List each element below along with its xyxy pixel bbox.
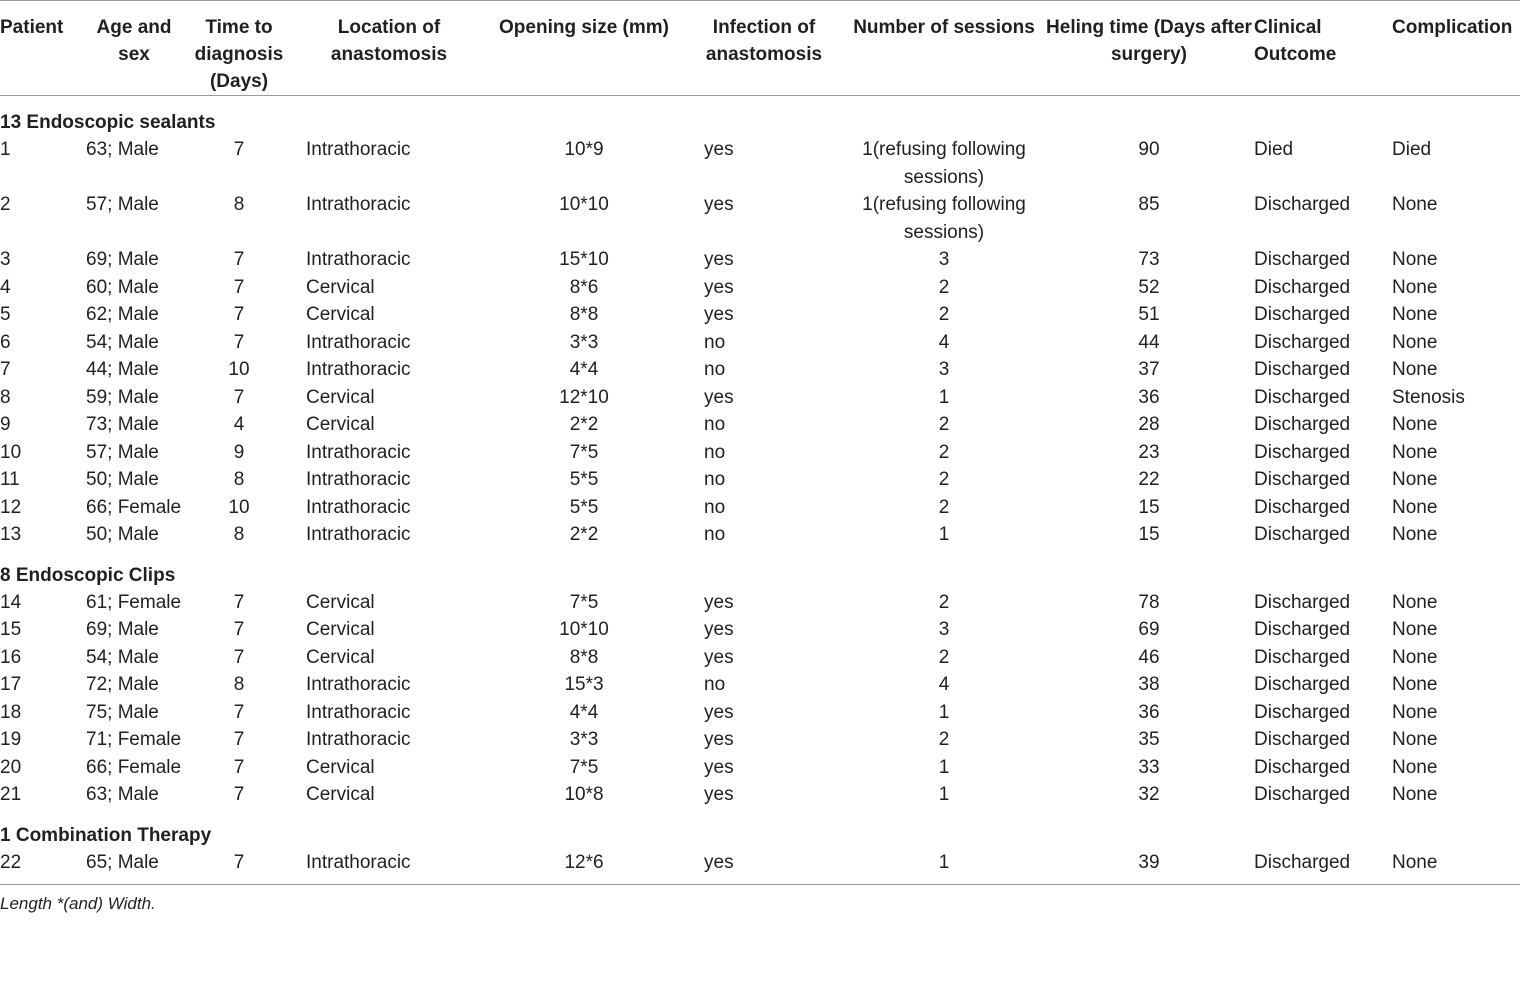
cell-clinical-outcome: Discharged (1254, 524, 1351, 545)
cell-opening-size: 7*5 (569, 591, 599, 613)
cell-clinical-outcome: Discharged (1254, 701, 1351, 723)
cell-opening-size: 3*3 (569, 729, 599, 750)
cell-time-to-diagnosis: 9 (233, 441, 245, 463)
cell-complication: None (1392, 194, 1438, 215)
cell-age-sex: 50; Male (86, 524, 159, 545)
cell-location: Intrathoracic (306, 249, 411, 270)
cell-patient: 16 (0, 646, 22, 668)
cell-complication: None (1392, 591, 1438, 613)
table-row (0, 781, 1520, 809)
cell-sessions: 2 (938, 646, 950, 668)
table-row (0, 671, 1520, 699)
cell-time-to-diagnosis: 10 (228, 496, 250, 518)
cell-age-sex: 61; Female (86, 591, 182, 613)
cell-healing-time: 39 (1138, 851, 1160, 873)
cell-clinical-outcome: Discharged (1254, 441, 1351, 463)
table-row (0, 699, 1520, 727)
cell-opening-size: 7*5 (569, 441, 599, 463)
cell-clinical-outcome: Discharged (1254, 756, 1351, 778)
cell-sessions: 2 (938, 729, 950, 750)
cell-clinical-outcome: Discharged (1254, 304, 1351, 325)
cell-time-to-diagnosis: 8 (233, 524, 245, 545)
col-header-complication: Complication (1392, 17, 1513, 38)
cell-complication: None (1392, 441, 1438, 463)
table-row (0, 356, 1520, 384)
header-row (0, 1, 1520, 96)
table-row (0, 136, 1520, 191)
cell-complication: None (1392, 729, 1438, 750)
section-title: 13 Endoscopic sealants (0, 112, 216, 133)
cell-sessions: 3 (938, 359, 950, 380)
cell-location: Cervical (306, 784, 375, 805)
cell-sessions: 2 (938, 591, 950, 613)
cell-patient: 6 (0, 331, 11, 353)
cell-sessions: 2 (938, 276, 950, 298)
cell-opening-size: 15*10 (559, 249, 609, 270)
cell-age-sex: 69; Male (86, 249, 159, 270)
table-row (0, 274, 1520, 302)
cell-time-to-diagnosis: 7 (233, 784, 245, 805)
cell-sessions: 1 (938, 784, 950, 805)
cell-patient: 7 (0, 359, 11, 380)
cell-healing-time: 35 (1138, 729, 1160, 750)
section-title: 1 Combination Therapy (0, 824, 212, 846)
cell-complication: None (1392, 359, 1438, 380)
cell-infection: yes (704, 619, 734, 640)
cell-infection: no (704, 674, 726, 695)
cell-location: Intrathoracic (306, 701, 411, 723)
cell-infection: yes (704, 194, 734, 215)
cell-healing-time: 73 (1138, 249, 1160, 270)
cell-opening-size: 4*4 (569, 701, 599, 723)
cell-age-sex: 66; Female (86, 756, 182, 778)
cell-patient: 15 (0, 619, 22, 640)
cell-location: Intrathoracic (306, 524, 411, 545)
col-header-sessions: Number of sessions (853, 17, 1035, 38)
cell-sessions: 1 (938, 756, 950, 778)
cell-time-to-diagnosis: 7 (233, 304, 245, 325)
cell-location: Intrathoracic (306, 441, 411, 463)
cell-time-to-diagnosis: 7 (233, 646, 245, 668)
cell-sessions: 1(refusing following sessions) (862, 139, 1026, 188)
table-row (0, 246, 1520, 274)
cell-healing-time: 36 (1138, 386, 1160, 408)
cell-patient: 14 (0, 591, 22, 613)
cell-complication: None (1392, 469, 1438, 490)
col-header-location: Location of anastomosis (330, 17, 448, 65)
cell-complication: None (1392, 524, 1438, 545)
cell-sessions: 2 (938, 441, 950, 463)
cell-time-to-diagnosis: 7 (233, 249, 245, 270)
cell-clinical-outcome: Discharged (1254, 674, 1351, 695)
cell-clinical-outcome: Discharged (1254, 591, 1351, 613)
cell-healing-time: 33 (1138, 756, 1160, 778)
cell-complication: None (1392, 276, 1438, 298)
cell-healing-time: 90 (1138, 139, 1160, 160)
cell-healing-time: 36 (1138, 701, 1160, 723)
col-header-infection: Infection of anastomosis (705, 17, 823, 65)
cell-healing-time: 15 (1138, 524, 1160, 545)
cell-age-sex: 65; Male (86, 851, 159, 873)
cell-location: Intrathoracic (306, 194, 411, 215)
cell-location: Cervical (306, 414, 375, 435)
cell-clinical-outcome: Discharged (1254, 784, 1351, 805)
cell-opening-size: 4*4 (569, 359, 599, 380)
cell-sessions: 2 (938, 414, 950, 435)
cell-age-sex: 57; Male (86, 194, 159, 215)
cell-location: Intrathoracic (306, 729, 411, 750)
cell-infection: yes (704, 591, 734, 613)
cell-infection: no (704, 469, 726, 490)
cell-patient: 20 (0, 756, 22, 778)
cell-age-sex: 54; Male (86, 331, 159, 353)
cell-sessions: 3 (938, 249, 950, 270)
cell-patient: 9 (0, 414, 11, 435)
col-header-clinical-outcome: Clinical Outcome (1254, 17, 1337, 65)
cell-infection: no (704, 414, 726, 435)
cell-location: Intrathoracic (306, 674, 411, 695)
col-header-time-to-diagnosis: Time to diagnosis (Days) (194, 17, 284, 92)
table-row (0, 521, 1520, 549)
cell-time-to-diagnosis: 7 (233, 386, 245, 408)
table-row (0, 726, 1520, 754)
cell-healing-time: 32 (1138, 784, 1160, 805)
cell-opening-size: 10*8 (564, 784, 604, 805)
cell-opening-size: 8*6 (569, 276, 599, 298)
cell-opening-size: 8*8 (569, 304, 599, 325)
section-header-row (0, 809, 1520, 849)
cell-complication: Stenosis (1392, 386, 1465, 408)
cell-age-sex: 71; Female (86, 729, 182, 750)
cell-sessions: 4 (938, 331, 950, 353)
cell-patient: 13 (0, 524, 22, 545)
cell-infection: no (704, 441, 726, 463)
cell-complication: None (1392, 756, 1438, 778)
cell-complication: None (1392, 701, 1438, 723)
cell-location: Cervical (306, 619, 375, 640)
cell-infection: yes (704, 756, 734, 778)
cell-infection: yes (704, 851, 734, 873)
table-row (0, 616, 1520, 644)
cell-age-sex: 44; Male (86, 359, 159, 380)
cell-clinical-outcome: Discharged (1254, 276, 1351, 298)
cell-age-sex: 62; Male (86, 304, 159, 325)
table-row (0, 439, 1520, 467)
cell-patient: 18 (0, 701, 22, 723)
cell-time-to-diagnosis: 7 (233, 701, 245, 723)
cell-patient: 11 (0, 469, 20, 490)
cell-location: Intrathoracic (306, 496, 411, 518)
table-row (0, 589, 1520, 617)
cell-time-to-diagnosis: 7 (233, 591, 245, 613)
cell-age-sex: 57; Male (86, 441, 159, 463)
table-row (0, 644, 1520, 672)
cell-healing-time: 37 (1138, 359, 1160, 380)
cell-patient: 2 (0, 194, 11, 215)
cell-infection: no (704, 496, 726, 518)
cell-opening-size: 2*2 (569, 524, 599, 545)
cell-clinical-outcome: Discharged (1254, 851, 1351, 873)
cell-location: Intrathoracic (306, 851, 411, 873)
cell-patient: 21 (0, 784, 22, 805)
table-row (0, 849, 1520, 885)
cell-time-to-diagnosis: 7 (233, 851, 245, 873)
cell-time-to-diagnosis: 7 (233, 756, 245, 778)
cell-complication: None (1392, 646, 1438, 668)
col-header-patient: Patient (0, 17, 64, 38)
cell-infection: yes (704, 729, 734, 750)
section-header-row (0, 96, 1520, 137)
col-header-age-sex: Age and sex (96, 17, 172, 65)
cell-time-to-diagnosis: 8 (233, 194, 245, 215)
table-row (0, 329, 1520, 357)
table-row (0, 191, 1520, 246)
cell-clinical-outcome: Discharged (1254, 646, 1351, 668)
cell-clinical-outcome: Discharged (1254, 414, 1351, 435)
cell-age-sex: 63; Male (86, 139, 159, 160)
cell-healing-time: 22 (1138, 469, 1160, 490)
cell-infection: no (704, 359, 726, 380)
cell-location: Intrathoracic (306, 469, 411, 490)
cell-infection: yes (704, 304, 734, 325)
cell-healing-time: 52 (1138, 276, 1160, 298)
cell-opening-size: 5*5 (569, 496, 599, 518)
cell-patient: 22 (0, 851, 22, 873)
cell-opening-size: 12*10 (559, 386, 609, 408)
table-row (0, 466, 1520, 494)
cell-opening-size: 7*5 (569, 756, 599, 778)
cell-sessions: 3 (938, 619, 950, 640)
cell-sessions: 2 (938, 496, 950, 518)
cell-location: Intrathoracic (306, 359, 411, 380)
table-row (0, 494, 1520, 522)
cell-age-sex: 75; Male (86, 701, 159, 723)
cell-healing-time: 44 (1138, 331, 1160, 353)
cell-sessions: 2 (938, 304, 950, 325)
cell-complication: Died (1392, 139, 1432, 160)
cell-time-to-diagnosis: 7 (233, 331, 245, 353)
section-header-row (0, 549, 1520, 589)
cell-opening-size: 12*6 (564, 851, 604, 873)
cell-time-to-diagnosis: 7 (233, 276, 245, 298)
cell-opening-size: 10*10 (559, 194, 609, 215)
cell-clinical-outcome: Discharged (1254, 729, 1351, 750)
cell-infection: yes (704, 249, 734, 270)
cell-healing-time: 46 (1138, 646, 1160, 668)
cell-clinical-outcome: Discharged (1254, 469, 1351, 490)
cell-opening-size: 3*3 (569, 331, 599, 353)
cell-time-to-diagnosis: 8 (233, 469, 245, 490)
cell-infection: yes (704, 139, 734, 160)
cell-infection: no (704, 524, 726, 545)
cell-complication: None (1392, 304, 1438, 325)
cell-age-sex: 60; Male (86, 276, 159, 298)
cell-healing-time: 28 (1138, 414, 1160, 435)
cell-location: Intrathoracic (306, 331, 411, 353)
cell-time-to-diagnosis: 7 (233, 139, 245, 160)
col-header-opening-size: Opening size (mm) (499, 17, 669, 38)
cell-sessions: 4 (938, 674, 950, 695)
table-row (0, 384, 1520, 412)
cell-patient: 19 (0, 729, 22, 750)
cell-sessions: 1 (938, 701, 950, 723)
cell-location: Cervical (306, 591, 375, 613)
cell-location: Cervical (306, 756, 375, 778)
cell-time-to-diagnosis: 7 (233, 619, 245, 640)
cell-healing-time: 15 (1138, 496, 1160, 518)
cell-complication: None (1392, 249, 1438, 270)
cell-location: Intrathoracic (306, 139, 411, 160)
cell-patient: 10 (0, 441, 22, 463)
cell-patient: 1 (0, 139, 11, 160)
cell-opening-size: 10*10 (559, 619, 609, 640)
cell-age-sex: 63; Male (86, 784, 159, 805)
cell-clinical-outcome: Discharged (1254, 194, 1351, 215)
table-row (0, 411, 1520, 439)
cell-location: Cervical (306, 386, 375, 408)
cell-age-sex: 72; Male (86, 674, 159, 695)
cell-healing-time: 69 (1138, 619, 1160, 640)
cell-location: Cervical (306, 276, 375, 298)
cell-age-sex: 66; Female (86, 496, 182, 518)
cell-clinical-outcome: Discharged (1254, 249, 1351, 270)
cell-complication: None (1392, 851, 1438, 873)
cell-complication: None (1392, 619, 1438, 640)
cell-age-sex: 73; Male (86, 414, 159, 435)
cell-healing-time: 23 (1138, 441, 1160, 463)
cell-patient: 8 (0, 386, 11, 408)
cell-clinical-outcome: Discharged (1254, 386, 1351, 408)
cell-infection: yes (704, 276, 734, 298)
cell-location: Cervical (306, 646, 375, 668)
cell-time-to-diagnosis: 8 (233, 674, 245, 695)
cell-age-sex: 59; Male (86, 386, 159, 408)
cell-healing-time: 38 (1138, 674, 1160, 695)
cell-complication: None (1392, 674, 1438, 695)
cell-opening-size: 8*8 (569, 646, 599, 668)
cell-infection: yes (704, 784, 734, 805)
cell-time-to-diagnosis: 4 (233, 414, 245, 435)
cell-healing-time: 51 (1138, 304, 1160, 325)
cell-infection: yes (704, 386, 734, 408)
table-body (0, 96, 1520, 885)
cell-infection: yes (704, 646, 734, 668)
cell-sessions: 1 (938, 524, 950, 545)
cell-patient: 5 (0, 304, 11, 325)
section-title: 8 Endoscopic Clips (0, 564, 176, 586)
cell-complication: None (1392, 414, 1438, 435)
cell-patient: 12 (0, 496, 22, 518)
cell-opening-size: 5*5 (569, 469, 599, 490)
cell-clinical-outcome: Discharged (1254, 331, 1351, 353)
cell-opening-size: 15*3 (564, 674, 604, 695)
cell-patient: 3 (0, 249, 11, 270)
cell-clinical-outcome: Discharged (1254, 619, 1351, 640)
cell-infection: yes (704, 701, 734, 723)
cell-healing-time: 78 (1138, 591, 1160, 613)
cell-complication: None (1392, 784, 1438, 805)
cell-healing-time: 85 (1138, 194, 1160, 215)
table-footnote: Length *(and) Width. (0, 894, 156, 913)
table-row (0, 301, 1520, 329)
cell-time-to-diagnosis: 10 (228, 359, 250, 380)
cell-sessions: 1 (938, 386, 950, 408)
cell-sessions: 1 (938, 851, 950, 873)
cell-opening-size: 2*2 (569, 414, 599, 435)
cell-age-sex: 50; Male (86, 469, 159, 490)
cell-sessions: 2 (938, 469, 950, 490)
cell-clinical-outcome: Discharged (1254, 496, 1351, 518)
cell-patient: 17 (0, 674, 22, 695)
cell-sessions: 1(refusing following sessions) (862, 194, 1026, 243)
cell-age-sex: 54; Male (86, 646, 159, 668)
cell-clinical-outcome: Discharged (1254, 359, 1351, 380)
cell-infection: no (704, 331, 726, 353)
cell-age-sex: 69; Male (86, 619, 159, 640)
cell-location: Cervical (306, 304, 375, 325)
cell-time-to-diagnosis: 7 (233, 729, 245, 750)
cell-clinical-outcome: Died (1254, 139, 1294, 160)
cell-complication: None (1392, 331, 1438, 353)
cell-patient: 4 (0, 276, 11, 298)
table-row (0, 754, 1520, 782)
cell-complication: None (1392, 496, 1438, 518)
col-header-healing-time: Heling time (Days after surgery) (1046, 17, 1252, 65)
cell-opening-size: 10*9 (564, 139, 604, 160)
